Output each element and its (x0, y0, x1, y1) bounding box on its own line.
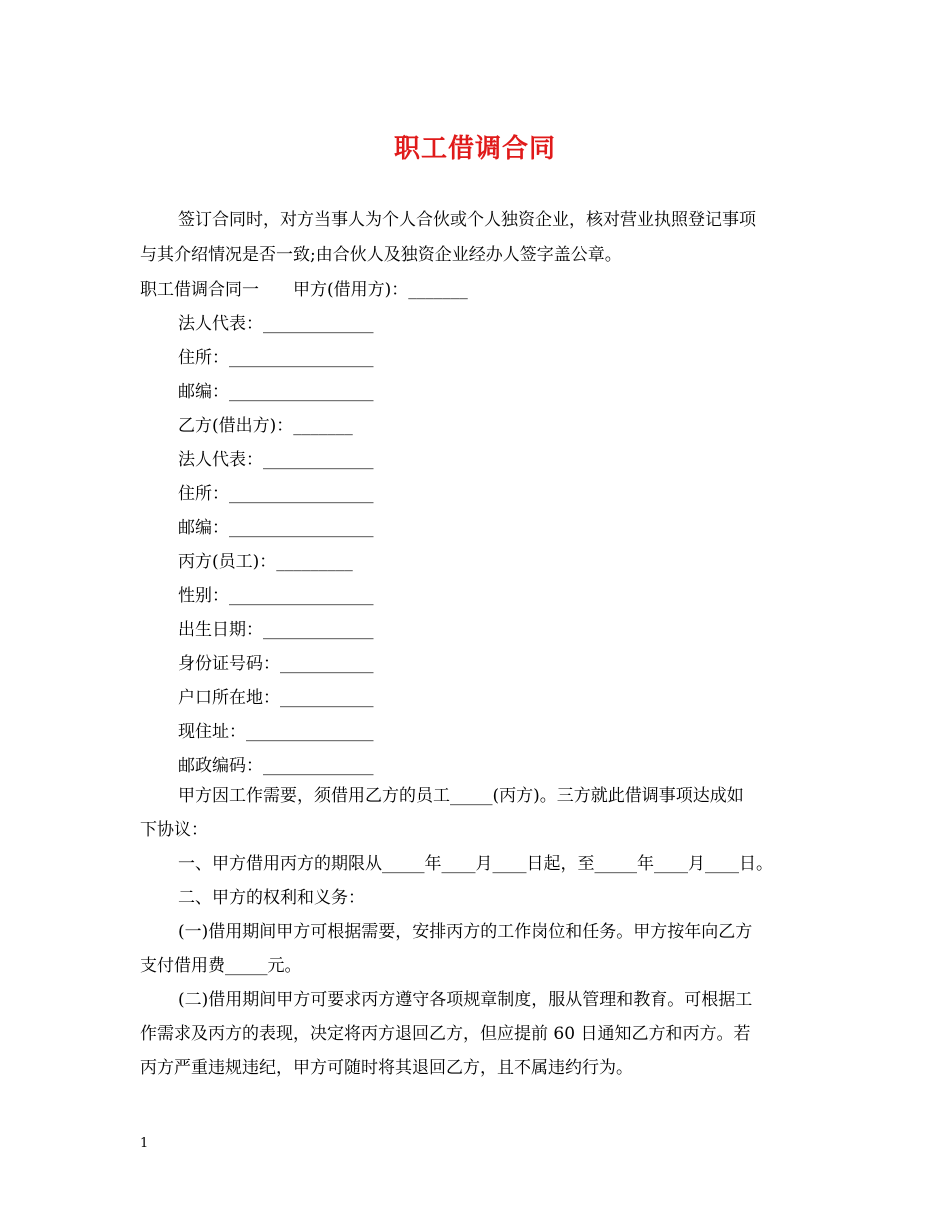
paragraph-1-line-2: 下协议： (140, 820, 208, 840)
party-b-header: 乙方(借出方)：_______ (178, 416, 353, 436)
page-number: 1 (140, 1136, 149, 1151)
current-address-field: 现住址：_______________ (178, 722, 374, 742)
clause-2-2-line-1: (二)借用期间甲方可要求丙方遵守各项规章制度，服从管理和教育。可根据工 (178, 990, 753, 1010)
intro-line-2: 与其介绍情况是否一致;由合伙人及独资企业经办人签字盖公章。 (140, 245, 622, 265)
household-registration-field: 户口所在地：___________ (178, 688, 374, 708)
clause-2-1-line-2: 支付借用费_____元。 (140, 956, 302, 976)
party-a-postcode-field: 邮编：_________________ (178, 382, 374, 402)
id-number-field: 身份证号码：___________ (178, 654, 374, 674)
party-a-legal-rep-field: 法人代表：_____________ (178, 314, 374, 334)
postal-code-field: 邮政编码：_____________ (178, 756, 374, 776)
party-a-address-field: 住所：_________________ (178, 348, 374, 368)
gender-field: 性别：_________________ (178, 586, 374, 606)
party-b-address-field: 住所：_________________ (178, 484, 374, 504)
clause-2-heading: 二、甲方的权利和义务： (178, 888, 365, 908)
clause-2-2-line-2: 作需求及丙方的表现，决定将丙方退回乙方，但应提前 60 日通知乙方和丙方。若 (140, 1024, 751, 1044)
clause-2-1-line-1: (一)借用期间甲方可根据需要，安排丙方的工作岗位和任务。甲方按年向乙方 (178, 922, 753, 942)
clause-1-term: 一、甲方借用丙方的期限从_____年____月____日起，至_____年____月____日。 (178, 854, 773, 874)
party-c-header: 丙方(员工)：_________ (178, 552, 353, 572)
party-b-postcode-field: 邮编：_________________ (178, 518, 374, 538)
paragraph-1-line-1: 甲方因工作需要，须借用乙方的员工_____(丙方)。三方就此借调事项达成如 (178, 786, 744, 806)
intro-line-1: 签订合同时，对方当事人为个人合伙或个人独资企业，核对营业执照登记事项 (178, 210, 756, 230)
birth-date-field: 出生日期：_____________ (178, 620, 374, 640)
party-a-header: 职工借调合同一 甲方(借用方)：_______ (140, 280, 468, 300)
clause-2-2-line-3: 丙方严重违规违纪，甲方可随时将其退回乙方，且不属违约行为。 (140, 1058, 633, 1078)
party-b-legal-rep-field: 法人代表：_____________ (178, 450, 374, 470)
document-title: 职工借调合同 (393, 134, 556, 164)
